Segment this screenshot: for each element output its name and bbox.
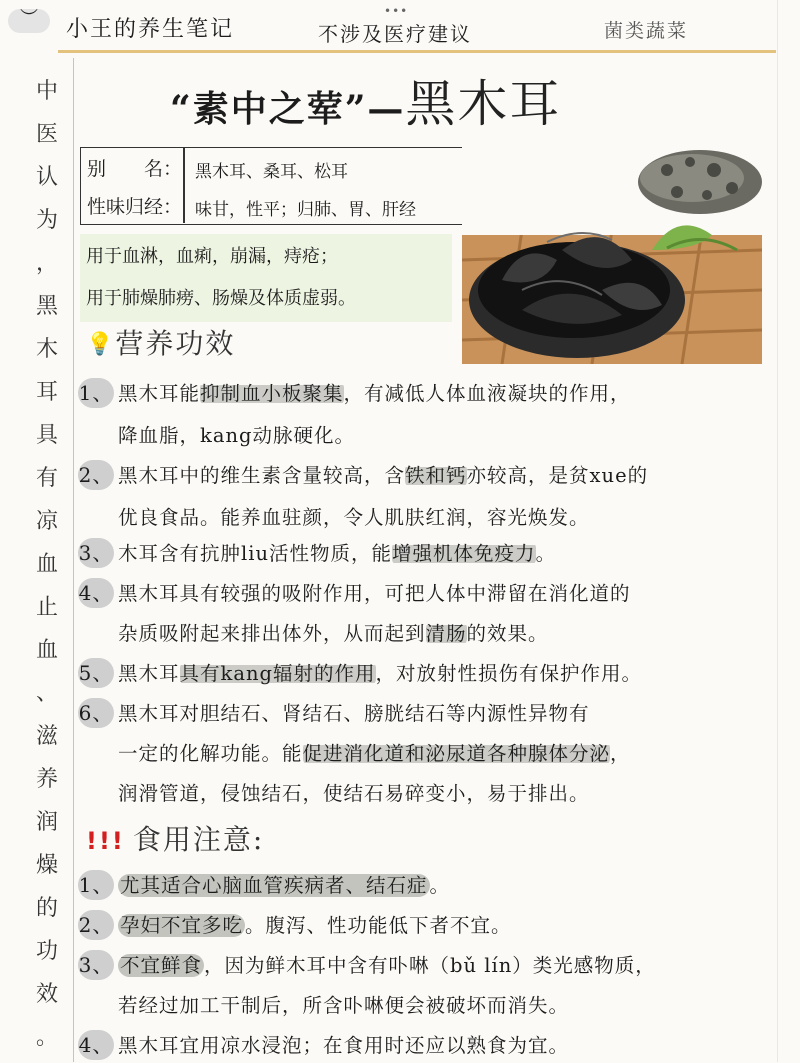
side-char: 中 — [35, 79, 58, 104]
list-line — [78, 658, 642, 688]
category-label: 菌类蔬菜 — [604, 20, 689, 42]
side-char: 医 — [35, 122, 58, 147]
item-number: 1、 — [78, 378, 114, 408]
item-text: 降血脂，kang动脉硬化。 — [118, 424, 355, 447]
highlighted-text: 铁和钙 — [405, 464, 467, 487]
list-line — [118, 990, 569, 1018]
highlighted-text: 促进消化道和泌尿道各种腺体分泌 — [302, 742, 611, 765]
item-text: 一定的化解功能。能 — [118, 742, 303, 765]
title-quote: “素中之荤” — [170, 88, 368, 130]
highlighted-text: 孕妇不宜多吃 — [120, 914, 244, 937]
side-char: 燥 — [35, 853, 58, 878]
side-char: 黑 — [35, 294, 58, 319]
side-char: ， — [35, 251, 58, 276]
item-text: 黑木耳 — [118, 662, 180, 685]
list-line — [118, 738, 631, 766]
item-number: 2、 — [78, 910, 114, 940]
item-text: 的效果。 — [466, 622, 549, 645]
collapse-icon[interactable]: ︶ — [8, 9, 50, 33]
highlighted-text: 增强机体免疫力 — [392, 542, 536, 565]
use-line: 用于血淋，血痢，崩漏，痔疮； — [86, 246, 338, 267]
list-line — [78, 1030, 569, 1060]
side-char: 润 — [35, 810, 58, 835]
list-line — [78, 538, 556, 568]
item-number: 4、 — [78, 578, 114, 608]
item-number: 4、 — [78, 1030, 114, 1060]
margin-line — [73, 58, 74, 1062]
item-number: 3、 — [78, 538, 114, 568]
highlighted-text: 抑制血小板聚集 — [200, 382, 344, 405]
item-text: 杂质吸附起来排出体外，从而起到 — [118, 622, 426, 645]
item-number: 2、 — [78, 460, 114, 490]
title-dash: — — [367, 88, 406, 130]
alias-value: 黑木耳、桑耳、松耳 — [195, 162, 348, 182]
taste-label: 性味归经： — [87, 196, 183, 218]
item-text: ， — [610, 742, 631, 765]
list-line — [78, 698, 590, 728]
item-text: 黑木耳宜用凉水浸泡；在食用时还应以熟食为宜。 — [118, 1034, 570, 1057]
side-char: 效 — [35, 982, 58, 1007]
item-number: 6、 — [78, 698, 114, 728]
lightbulb-icon: 💡 — [86, 332, 116, 357]
side-char: 功 — [35, 939, 58, 964]
notebook-title: 小王的养生笔记 — [66, 17, 235, 42]
item-text: 黑木耳能 — [118, 382, 201, 405]
item-text: 黑木耳具有较强的吸附作用，可把人体中滞留在消化道的 — [118, 582, 631, 605]
item-text: 。 — [535, 542, 557, 565]
disclaimer: 不涉及医疗建议 — [318, 22, 472, 46]
page-title — [170, 64, 561, 136]
header-bar — [0, 0, 800, 52]
info-box — [80, 147, 502, 225]
side-char: 凉 — [35, 509, 58, 534]
header-divider — [58, 50, 776, 53]
side-vertical-note — [30, 74, 64, 1063]
side-char: 耳 — [35, 380, 58, 405]
info-separator — [183, 148, 185, 223]
taste-value: 味甘，性平；归肺、胃、肝经 — [195, 200, 416, 220]
item-number: 3、 — [78, 950, 114, 980]
side-char: 止 — [35, 595, 58, 620]
side-char: 木 — [35, 337, 58, 362]
item-text: 黑木耳对胆结石、肾结石、膀胱结石等内源性异物有 — [118, 702, 590, 725]
item-text: ，对放射性损伤有保护作用。 — [375, 662, 643, 685]
item-text: 。腹泻、性功能低下者不宜。 — [245, 914, 512, 937]
side-char: 为 — [35, 208, 58, 233]
uses-box — [80, 234, 452, 322]
item-text: ，因为鲜木耳中含有卟啉（bǔ lín）类光感物质， — [204, 954, 656, 977]
side-char: 的 — [35, 896, 58, 921]
item-text: 黑木耳中的维生素含量较高，含 — [118, 464, 406, 487]
list-line — [118, 502, 590, 530]
use-line: 用于肺燥肺痨、肠燥及体质虚弱。 — [86, 288, 356, 309]
side-char: 。 — [35, 1025, 58, 1050]
highlighted-text: 不宜鲜食 — [120, 954, 203, 977]
list-line — [78, 950, 656, 980]
side-char: 认 — [35, 165, 58, 190]
side-char: 、 — [35, 681, 58, 706]
list-line — [78, 460, 648, 490]
side-char: 具 — [35, 423, 58, 448]
item-number: 1、 — [78, 870, 114, 900]
side-char: 血 — [35, 638, 58, 663]
alias-label: 别 名： — [87, 158, 183, 180]
list-line — [78, 870, 450, 900]
item-text: 优良食品。能养血驻颜，令人肌肤红润，容光焕发。 — [118, 506, 590, 529]
exclamation-icon: !!! — [86, 827, 125, 855]
side-char: 养 — [35, 767, 58, 792]
black-fungus-photo — [462, 140, 762, 364]
caution-heading: !!! 食用注意: — [86, 823, 265, 856]
highlighted-text: 清肠 — [425, 622, 467, 645]
page-edge-line — [777, 0, 778, 1062]
nutrition-heading: 💡营养功效 — [86, 327, 236, 360]
item-number: 5、 — [78, 658, 114, 688]
more-dots-icon[interactable]: ••• — [384, 4, 409, 18]
list-line — [78, 910, 512, 940]
item-text: ，有减低人体血液凝块的作用， — [343, 382, 631, 405]
list-line — [78, 378, 631, 408]
item-text: 若经过加工干制后，所含卟啉便会被破坏而消失。 — [118, 994, 570, 1017]
list-line — [118, 420, 355, 448]
item-text: 润滑管道，侵蚀结石，使结石易碎变小，易于排出。 — [118, 782, 590, 805]
highlighted-text: 尤其适合心脑血管疾病者、结石症 — [120, 874, 428, 897]
highlighted-text: 具有kang辐射的作用 — [179, 662, 376, 685]
item-text: 木耳含有抗肿liu活性物质，能 — [118, 542, 393, 565]
list-line — [118, 778, 590, 806]
title-name: 黑木耳 — [405, 75, 562, 133]
list-line — [78, 578, 631, 608]
list-line — [118, 618, 549, 646]
side-char: 血 — [35, 552, 58, 577]
side-char: 有 — [35, 466, 58, 491]
side-char: 滋 — [35, 724, 58, 749]
item-text: 亦较高，是贫xue的 — [466, 464, 649, 487]
item-text: 。 — [429, 874, 451, 897]
